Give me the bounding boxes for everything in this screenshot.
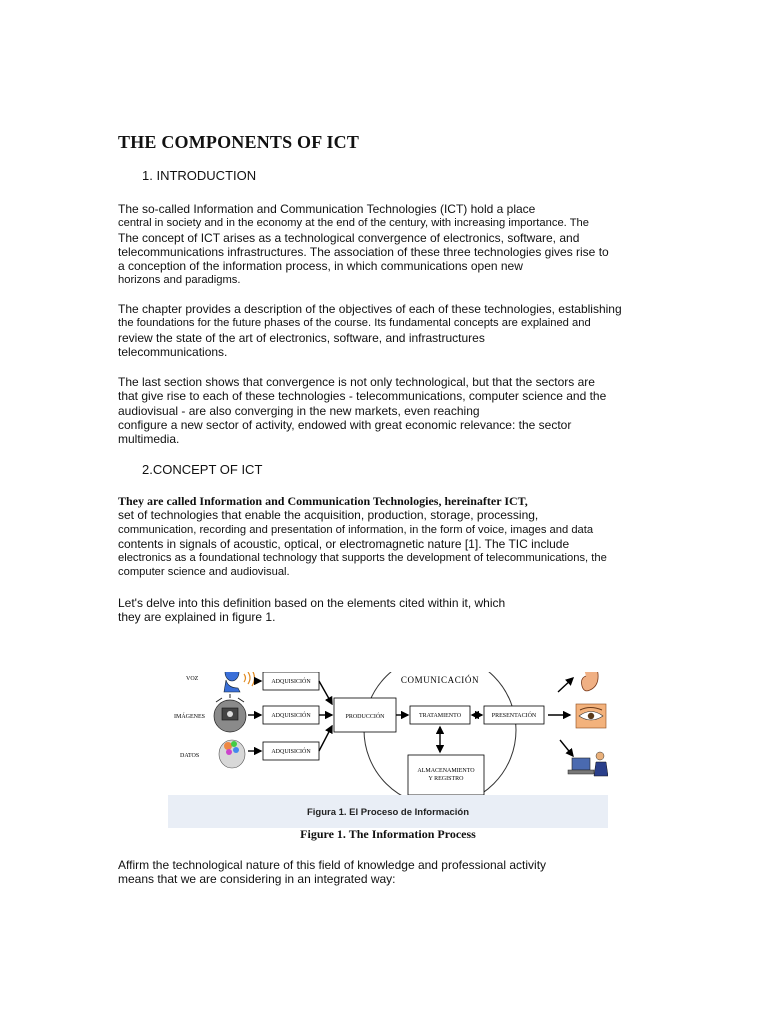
- label-tratamiento: TRATAMIENTO: [418, 713, 462, 719]
- text-line: The chapter provides a description of the objectives of each of these technologies, establishing: [118, 302, 622, 316]
- closing-paragraph: [118, 858, 678, 887]
- voice-head-icon: [224, 672, 255, 692]
- text-line: Affirm the technological nature of this field of knowledge and professional activity: [118, 858, 547, 872]
- figure-inner-caption-band: [168, 795, 608, 828]
- figure-caption: Figure 1. The Information Process: [300, 827, 476, 841]
- intro-paragraph-1: [118, 202, 678, 288]
- text-line: electronics as a foundational technology that supports the development of telecommunications, the: [118, 552, 607, 565]
- text-line: multimedia.: [118, 432, 180, 447]
- intro-paragraph-3: [118, 375, 678, 446]
- concept-paragraph-1: [118, 494, 678, 580]
- text-line: set of technologies that enable the acquisition, production, storage, processing,: [118, 508, 539, 523]
- text-line: configure a new sector of activity, endowed with great economic relevance: the sector: [118, 417, 572, 432]
- text-line: computer science and audiovisual.: [118, 566, 290, 579]
- section-number: 1.: [142, 168, 153, 183]
- text-line: The last section shows that convergence is not only technological, but that the sectors are: [118, 375, 595, 389]
- computer-user-icon: [568, 752, 608, 776]
- text-line: means that we are considering in an integrated way:: [118, 872, 396, 887]
- text-line: Let's delve into this definition based on the elements cited within it, which: [118, 596, 506, 610]
- ear-icon: [582, 672, 599, 691]
- text-line: horizons and paradigms.: [118, 274, 241, 287]
- camera-head-icon: [214, 694, 246, 732]
- text-line: contents in signals of acoustic, optical, or electromagnetic nature [1]. The TIC include: [118, 536, 570, 551]
- text-line: they are explained in figure 1.: [118, 610, 276, 625]
- text-line: telecommunications.: [118, 344, 228, 359]
- text-line: communication, recording and presentation of information, in the form of voice, images and data: [118, 523, 594, 536]
- document-title: THE COMPONENTS OF ICT: [118, 132, 360, 152]
- concept-paragraph-2: [118, 596, 678, 625]
- label-presentacion: PRESENTACIÓN: [491, 713, 537, 719]
- text-line: The so-called Information and Communication Technologies (ICT) hold a place: [118, 202, 536, 216]
- text-line: telecommunications infrastructures. The association of these three technologies gives rise to: [118, 244, 609, 259]
- section-title: CONCEPT OF ICT: [152, 462, 263, 477]
- label-datos: DATOS: [180, 753, 200, 759]
- label-adquisicion-3: ADQUISICIÓN: [271, 749, 311, 755]
- label-imagenes: IMÁGENES: [174, 714, 205, 720]
- label-almacenamiento-1: ALMACENAMIENTO: [417, 768, 475, 774]
- text-line: The concept of ICT arises as a technological convergence of electronics, software, and: [118, 230, 580, 245]
- text-line: review the state of the art of electronics, software, and infrastructures: [118, 330, 485, 345]
- intro-paragraph-2: [118, 302, 678, 359]
- label-comunicacion: COMUNICACIÓN: [400, 675, 480, 685]
- section-title: INTRODUCTION: [156, 168, 257, 183]
- text-line: the foundations for the future phases of the course. Its fundamental concepts are explained and: [118, 317, 591, 330]
- section-heading-introduction: [142, 168, 256, 183]
- eye-icon: [576, 704, 606, 728]
- text-line: that give rise to each of these technologies - telecommunications, computer science and the: [118, 389, 607, 404]
- text-line-bold: They are called Information and Communication Technologies, hereinafter ICT,: [118, 494, 528, 508]
- label-voz: VOZ: [186, 676, 199, 682]
- section-heading-concept: [142, 462, 262, 477]
- text-line: a conception of the information process, in which communications open new: [118, 259, 523, 274]
- label-adquisicion-2: ADQUISICIÓN: [271, 713, 311, 719]
- almacenamiento-box: [408, 755, 484, 795]
- text-line: audiovisual - are also converging in the new markets, even reaching: [118, 403, 480, 418]
- label-produccion: PRODUCCIÓN: [345, 714, 385, 720]
- label-adquisicion-1: ADQUISICIÓN: [271, 679, 311, 685]
- section-number: 2.: [142, 462, 153, 477]
- data-head-icon: [219, 740, 245, 768]
- figure-inner-caption: Figura 1. El Proceso de Información: [306, 807, 470, 818]
- label-almacenamiento-2: Y REGISTRO: [428, 776, 464, 782]
- text-line: central in society and in the economy at the end of the century, with increasing importance. The: [118, 217, 589, 230]
